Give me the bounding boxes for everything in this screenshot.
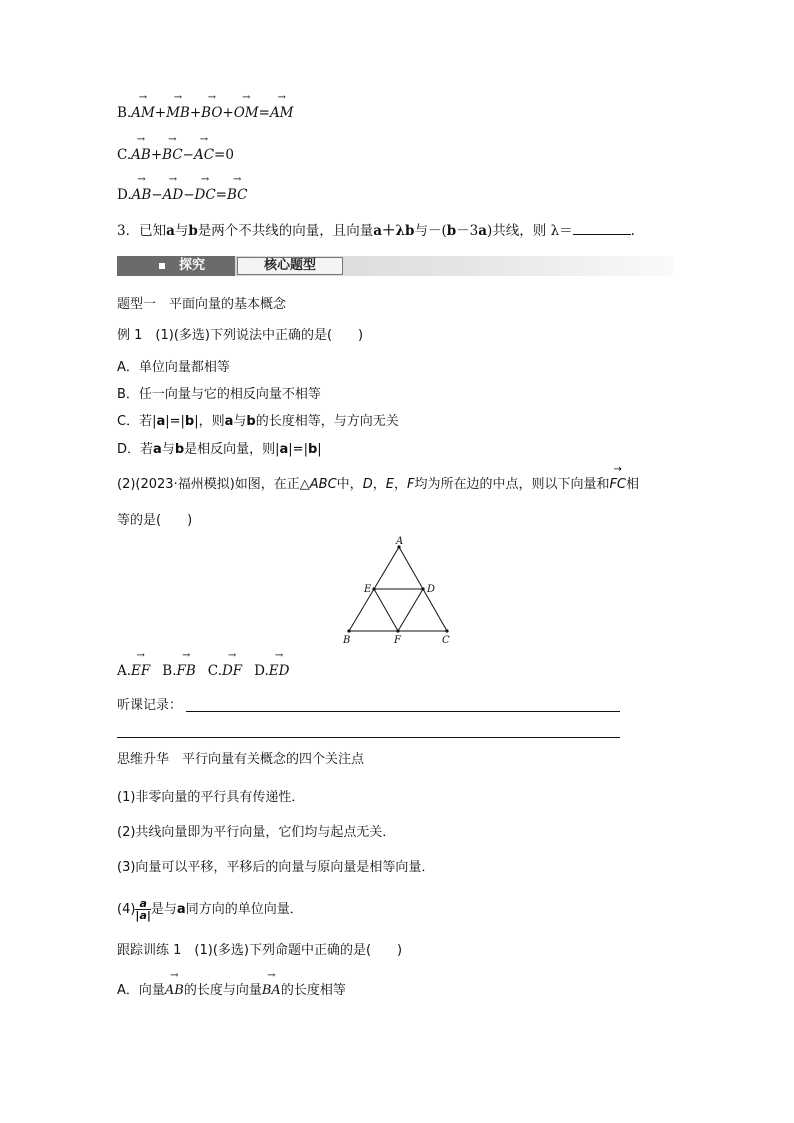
text: 的长度与向量 (183, 983, 262, 998)
operator: − (182, 147, 194, 163)
operator: + (154, 105, 167, 121)
option-c-q2 (117, 146, 234, 164)
operator: + (150, 147, 163, 163)
fraction (135, 898, 150, 921)
ex1-option-a: A．单位向量都相等 (117, 360, 230, 375)
banner-right-label: 核心题型 (237, 257, 343, 275)
fraction-numerator: a (135, 898, 150, 910)
operator: − (183, 187, 195, 203)
text: 是两个不共线的向量，且向量 (197, 223, 374, 239)
label-c: C (442, 635, 450, 646)
text: C．若| (117, 414, 157, 429)
option-label: B. (162, 663, 177, 679)
summary-title: 思维升华 平行向量有关概念的四个关注点 (117, 752, 365, 767)
label-f: F (394, 635, 401, 646)
text: |，则 (194, 414, 225, 429)
option-label: C. (207, 663, 222, 679)
text: 与－( (414, 223, 447, 239)
vector: → AM (270, 104, 294, 122)
var-a: a (153, 442, 162, 457)
operator: + (189, 105, 202, 121)
vector: → FC (609, 476, 626, 494)
var-e: E (385, 477, 394, 492)
summary-point-4 (117, 898, 303, 921)
practice-heading: 跟踪训练 1 (1)(多选)下列命题中正确的是( ) (117, 943, 403, 958)
text: 3．已知 (117, 223, 167, 239)
ex1-option-b: B．任一向量与它的相反向量不相等 (117, 387, 321, 402)
text: 同方向的单位向量． (185, 902, 303, 917)
vector: → EF (131, 662, 150, 680)
text: 相 (626, 477, 640, 492)
text: | (317, 442, 322, 457)
vector: → AB (131, 146, 151, 164)
ex1-part2-options (117, 662, 289, 680)
operator: = (258, 105, 270, 121)
option-label: D. (117, 187, 132, 203)
var-a: a (279, 442, 289, 457)
text: ， (372, 477, 386, 492)
text: )共线，则 λ＝ (487, 223, 573, 239)
label-b: B (343, 635, 351, 646)
text: 是相反向量，则| (184, 442, 280, 457)
text: 的长度相等，与方向无关 (255, 414, 399, 429)
var-a: a (224, 414, 234, 429)
text: (2)(2023·福州模拟)如图，在正△ (117, 477, 310, 492)
option-d-q2 (117, 186, 248, 204)
practice-option-a (117, 982, 346, 1000)
var-b: b (184, 414, 195, 429)
vector: → OM (234, 104, 259, 122)
operator: = (215, 187, 227, 203)
text: |=| (288, 442, 308, 457)
answer-blank[interactable] (573, 221, 631, 235)
question-3 (117, 221, 635, 240)
summary-point-1: (1)非零向量的平行具有传递性． (117, 790, 305, 805)
text: ， (393, 477, 407, 492)
option-label: D. (254, 663, 269, 679)
var-b: b (307, 442, 318, 457)
notes-line-2[interactable] (117, 737, 620, 738)
var-a: a (176, 902, 186, 917)
square-bullet-icon (159, 263, 165, 269)
label-d: D (427, 584, 436, 595)
var-d: D (362, 477, 373, 492)
var-b: b (188, 223, 198, 239)
var-b: b (246, 414, 256, 429)
var-b: b (446, 223, 457, 239)
ex1-option-d (117, 441, 322, 459)
example-1-heading: 例 1 (1)(多选)下列说法中正确的是( ) (117, 328, 364, 343)
text: 与 (174, 223, 189, 239)
text: D．若 (117, 442, 154, 457)
vector: → MB (166, 104, 190, 122)
text: 与 (233, 414, 247, 429)
operator: − (151, 187, 163, 203)
notes-line-1[interactable] (186, 711, 620, 712)
text: 是与 (150, 902, 177, 917)
text: 与 (161, 442, 175, 457)
vector: → DF (222, 662, 242, 680)
vector: → BO (201, 104, 222, 122)
option-label: C. (117, 147, 132, 163)
operator: =0 (214, 147, 234, 163)
var-a: a (478, 223, 488, 239)
var-b: b (174, 442, 185, 457)
banner-left (117, 256, 235, 276)
fraction-denominator: |a| (135, 909, 151, 922)
triangle-figure (338, 535, 458, 650)
text: |=| (165, 414, 185, 429)
text: A．向量 (117, 983, 165, 998)
var-a: a (166, 223, 175, 239)
vector: → ED (269, 662, 290, 680)
text: . (630, 223, 635, 239)
ex1-part-2 (117, 476, 639, 494)
summary-point-2: (2)共线向量即为平行向量，它们均与起点无关． (117, 825, 396, 840)
vector: → FB (177, 662, 196, 680)
section-banner (117, 256, 673, 276)
ex1-part-2-cont: 等的是( ) (117, 513, 193, 528)
vector: → DC (195, 186, 216, 204)
vector: → BC (162, 146, 183, 164)
section-title: 题型一 平面向量的基本概念 (117, 297, 287, 312)
option-b-q2 (117, 104, 294, 122)
var-f: F (406, 477, 415, 492)
vector: → AM (131, 104, 155, 122)
operator: + (222, 105, 234, 121)
vector: → AB (165, 982, 184, 1000)
ex1-option-c (117, 413, 399, 431)
summary-point-3: (3)向量可以平移，平移后的向量与原向量是相等向量． (117, 860, 435, 875)
vector: → AC (194, 146, 214, 164)
text: 的长度相等 (280, 983, 346, 998)
text: (4) (117, 902, 136, 917)
var-a: a (156, 414, 166, 429)
vector: → AD (163, 186, 184, 204)
label-e: E (364, 584, 372, 595)
text: 均为所在边的中点，则以下向量和 (414, 477, 610, 492)
text: －3 (456, 223, 479, 239)
option-label: B. (117, 105, 132, 121)
expression: a＋λb (373, 223, 415, 239)
option-label: A. (117, 663, 132, 679)
vector: → BA (262, 982, 281, 1000)
vector: → AB (132, 186, 152, 204)
notes-label: 听课记录： (117, 698, 183, 713)
var-abc: ABC (309, 477, 337, 492)
text: 中， (336, 477, 363, 492)
label-a: A (396, 536, 404, 547)
vector: → BC (227, 186, 248, 204)
banner-left-label: 探究 (179, 258, 206, 273)
